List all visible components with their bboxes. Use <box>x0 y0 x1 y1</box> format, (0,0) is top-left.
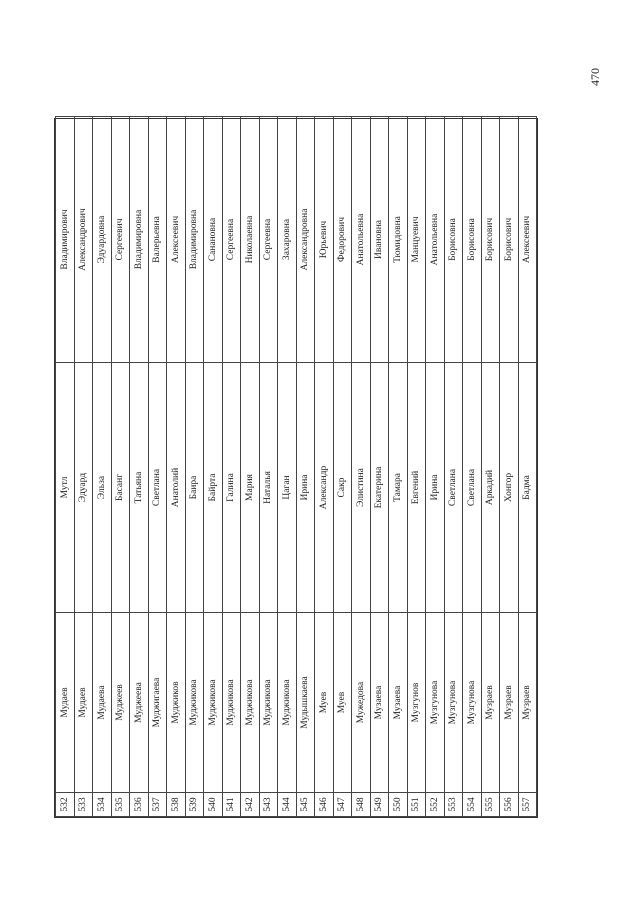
row-number: 548 <box>352 793 371 817</box>
first-name: Мария <box>241 363 260 613</box>
last-name: Мудаева <box>93 613 112 793</box>
first-name: Светлана <box>463 363 482 613</box>
row-number: 541 <box>222 793 241 817</box>
first-name: Мутл <box>56 363 75 613</box>
table-row <box>74 117 93 817</box>
patronymic: Борисовна <box>463 117 482 363</box>
table-row <box>315 117 334 817</box>
last-name: Музраев <box>500 613 519 793</box>
row-number: 546 <box>315 793 334 817</box>
patronymic: Санановна <box>204 117 223 363</box>
last-name: Муджикова <box>222 613 241 793</box>
patronymic: Борисович <box>481 117 500 363</box>
registry-table <box>54 118 538 818</box>
row-number: 539 <box>185 793 204 817</box>
patronymic: Тюмидовна <box>389 117 408 363</box>
last-name: Муджикова <box>259 613 278 793</box>
patronymic: Валерьевна <box>148 117 167 363</box>
row-number: 552 <box>426 793 445 817</box>
last-name: Мудаев <box>74 613 93 793</box>
row-number: 550 <box>389 793 408 817</box>
first-name: Эльза <box>93 363 112 613</box>
table-row <box>111 117 130 817</box>
first-name: Бадма <box>518 363 537 613</box>
row-number: 534 <box>93 793 112 817</box>
patronymic: Владимировна <box>130 117 149 363</box>
row-number: 557 <box>518 793 537 817</box>
first-name: Ирина <box>426 363 445 613</box>
table-row <box>389 117 408 817</box>
patronymic: Захаровна <box>278 117 297 363</box>
patronymic: Сергеевна <box>259 117 278 363</box>
row-number: 555 <box>481 793 500 817</box>
table-row <box>370 117 389 817</box>
patronymic: Эдуардовна <box>93 117 112 363</box>
last-name: Муджикова <box>185 613 204 793</box>
table-row <box>444 117 463 817</box>
table-row <box>130 117 149 817</box>
last-name: Муев <box>315 613 334 793</box>
patronymic: Борисовна <box>444 117 463 363</box>
first-name: Сакр <box>333 363 352 613</box>
table-row <box>148 117 167 817</box>
row-number: 532 <box>56 793 75 817</box>
first-name: Анатолий <box>167 363 186 613</box>
last-name: Музраев <box>518 613 537 793</box>
last-name: Мужедова <box>352 613 371 793</box>
first-name: Наталья <box>259 363 278 613</box>
last-name: Муджикова <box>204 613 223 793</box>
table-row <box>241 117 260 817</box>
table-row <box>500 117 519 817</box>
row-number: 549 <box>370 793 389 817</box>
first-name: Байрта <box>204 363 223 613</box>
patronymic: Анатольевна <box>426 117 445 363</box>
patronymic: Ивановна <box>370 117 389 363</box>
patronymic: Владимирович <box>56 117 75 363</box>
row-number: 542 <box>241 793 260 817</box>
last-name: Муджигаева <box>148 613 167 793</box>
last-name: Музгунова <box>426 613 445 793</box>
row-number: 556 <box>500 793 519 817</box>
table-row <box>93 117 112 817</box>
row-number: 545 <box>296 793 315 817</box>
first-name: Баира <box>185 363 204 613</box>
first-name: Басанг <box>111 363 130 613</box>
patronymic: Манцуевич <box>407 117 426 363</box>
patronymic: Алексеевич <box>167 117 186 363</box>
last-name: Музраев <box>481 613 500 793</box>
row-number: 538 <box>167 793 186 817</box>
table-row <box>518 117 537 817</box>
row-number: 537 <box>148 793 167 817</box>
patronymic: Сергеевич <box>111 117 130 363</box>
patronymic: Александровна <box>296 117 315 363</box>
first-name: Элистина <box>352 363 371 613</box>
patronymic: Николаевна <box>241 117 260 363</box>
first-name: Евгений <box>407 363 426 613</box>
table-row <box>296 117 315 817</box>
table-row <box>222 117 241 817</box>
last-name: Мудаев <box>56 613 75 793</box>
first-name: Аркадий <box>481 363 500 613</box>
table-row <box>204 117 223 817</box>
first-name: Александр <box>315 363 334 613</box>
patronymic: Борисович <box>500 117 519 363</box>
registry-table-body <box>56 117 537 817</box>
last-name: Музгунова <box>444 613 463 793</box>
row-number: 554 <box>463 793 482 817</box>
table-row <box>333 117 352 817</box>
last-name: Музаева <box>370 613 389 793</box>
last-name: Муджикова <box>241 613 260 793</box>
patronymic: Федорович <box>333 117 352 363</box>
row-number: 551 <box>407 793 426 817</box>
last-name: Муджеева <box>130 613 149 793</box>
row-number: 536 <box>130 793 149 817</box>
last-name: Муджеев <box>111 613 130 793</box>
row-number: 535 <box>111 793 130 817</box>
first-name: Хонгор <box>500 363 519 613</box>
table-row <box>167 117 186 817</box>
first-name: Светлана <box>148 363 167 613</box>
first-name: Ирина <box>296 363 315 613</box>
last-name: Музгунова <box>463 613 482 793</box>
first-name: Светлана <box>444 363 463 613</box>
table-row <box>426 117 445 817</box>
last-name: Музаева <box>389 613 408 793</box>
table-row <box>352 117 371 817</box>
table-row <box>481 117 500 817</box>
table-row <box>185 117 204 817</box>
table-row <box>407 117 426 817</box>
row-number: 544 <box>278 793 297 817</box>
row-number: 540 <box>204 793 223 817</box>
patronymic: Александрович <box>74 117 93 363</box>
last-name: Муджиков <box>167 613 186 793</box>
row-number: 543 <box>259 793 278 817</box>
first-name: Галина <box>222 363 241 613</box>
first-name: Татьяна <box>130 363 149 613</box>
last-name: Муев <box>333 613 352 793</box>
first-name: Тамара <box>389 363 408 613</box>
patronymic: Сергеевна <box>222 117 241 363</box>
page-number: 470 <box>588 68 602 86</box>
first-name: Эдуард <box>74 363 93 613</box>
patronymic: Алексеевич <box>518 117 537 363</box>
first-name: Цаган <box>278 363 297 613</box>
patronymic: Юрьевич <box>315 117 334 363</box>
row-number: 547 <box>333 793 352 817</box>
last-name: Мудышкаева <box>296 613 315 793</box>
patronymic: Владимировна <box>185 117 204 363</box>
table-row <box>259 117 278 817</box>
table-row <box>463 117 482 817</box>
first-name: Екатерина <box>370 363 389 613</box>
table-row <box>278 117 297 817</box>
row-number: 553 <box>444 793 463 817</box>
patronymic: Анатольевна <box>352 117 371 363</box>
last-name: Муджикова <box>278 613 297 793</box>
row-number: 533 <box>74 793 93 817</box>
table-row <box>56 117 75 817</box>
last-name: Музгунов <box>407 613 426 793</box>
